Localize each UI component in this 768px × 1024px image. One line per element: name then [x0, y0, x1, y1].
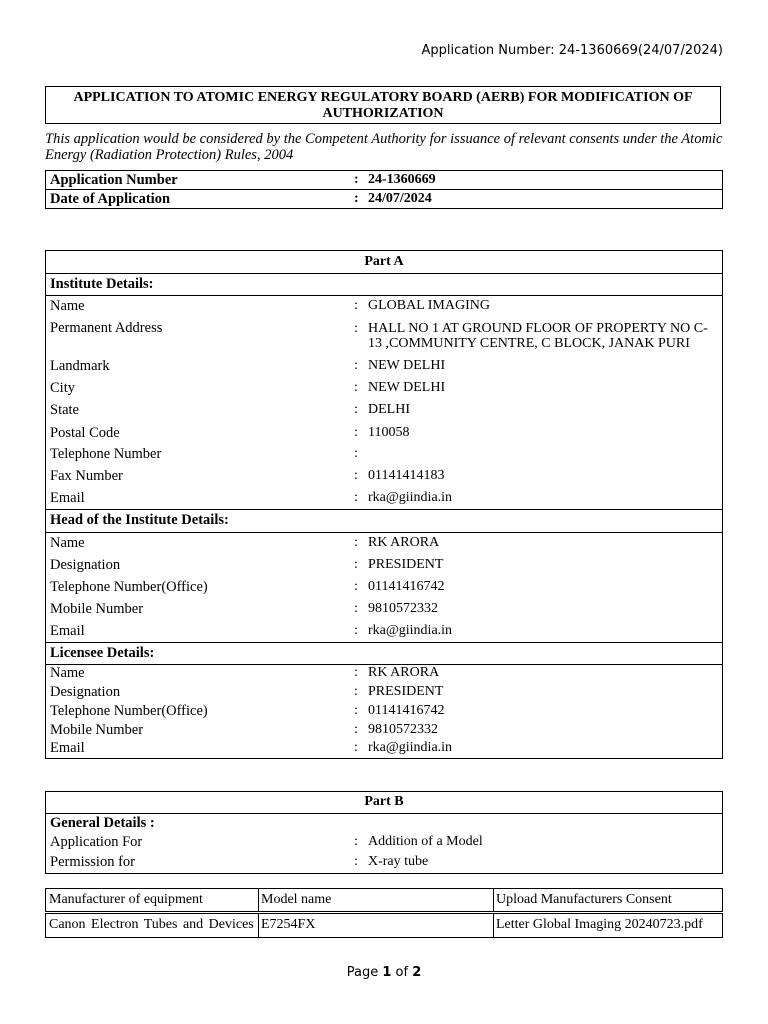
divider [46, 813, 722, 814]
model-name-value: E7254FX [261, 917, 316, 932]
institute-address-line2: 13 ,COMMUNITY CENTRE, C BLOCK, JANAK PURI [368, 336, 690, 351]
institute-fax-label: Fax Number [50, 468, 123, 484]
head-email-value: rka@giindia.in [368, 623, 453, 638]
divider [46, 532, 722, 533]
colon: : [354, 402, 358, 417]
divider [46, 273, 722, 274]
colon: : [354, 703, 358, 718]
licensee-mobile-label: Mobile Number [50, 722, 144, 738]
part-a-heading: Part A [364, 254, 404, 269]
table-row [45, 913, 723, 938]
head-name-label: Name [50, 535, 85, 551]
colon: : [354, 490, 358, 505]
colon: : [354, 468, 358, 483]
table-cell [46, 914, 259, 937]
institute-city-label: City [50, 380, 75, 396]
colon: : [354, 579, 358, 594]
page-indicator [0, 965, 768, 980]
institute-landmark-label: Landmark [50, 358, 110, 374]
manufacturer-value: Canon Electron Tubes and Devices [49, 917, 254, 932]
head-telephone-label: Telephone Number(Office) [50, 579, 208, 595]
column-header-manufacturer: Manufacturer of equipment [49, 892, 203, 907]
institute-address-line1: HALL NO 1 AT GROUND FLOOR OF PROPERTY NO C- [368, 321, 708, 336]
colon: : [354, 684, 358, 699]
head-name-value: RK ARORA [368, 535, 440, 550]
table-cell [258, 914, 494, 937]
institute-postal-value: 110058 [368, 425, 410, 440]
divider [46, 509, 722, 510]
colon: : [354, 446, 358, 461]
application-for-label: Application For [50, 834, 143, 850]
table-cell [493, 914, 722, 937]
part-b-section [45, 791, 723, 874]
institute-name-label: Name [50, 298, 85, 314]
licensee-designation-value: PRESIDENT [368, 684, 444, 699]
permission-for-value: X-ray tube [368, 854, 429, 869]
summary-label: Date of Application [50, 191, 171, 207]
institute-fax-value: 01141414183 [368, 468, 445, 483]
institute-email-value: rka@giindia.in [368, 490, 453, 505]
colon: : [354, 601, 358, 616]
column-header-model-name: Model name [261, 892, 332, 907]
head-details-heading: Head of the Institute Details: [50, 512, 229, 528]
licensee-email-value: rka@giindia.in [368, 740, 453, 755]
licensee-email-label: Email [50, 740, 85, 756]
institute-city-value: NEW DELHI [368, 380, 446, 395]
licensee-name-value: RK ARORA [368, 665, 440, 680]
consent-file-link[interactable]: Letter Global Imaging 20240723.pdf [496, 917, 703, 932]
divider [46, 642, 722, 643]
colon: : [354, 722, 358, 737]
colon: : [354, 854, 358, 869]
colon: : [354, 535, 358, 550]
colon: : [354, 623, 358, 638]
summary-colon: : [354, 172, 359, 187]
head-telephone-value: 01141416742 [368, 579, 445, 594]
equipment-table [45, 888, 723, 938]
licensee-telephone-value: 01141416742 [368, 703, 445, 718]
head-email-label: Email [50, 623, 85, 639]
colon: : [354, 321, 358, 336]
licensee-mobile-value: 9810572332 [368, 722, 438, 737]
part-a-section [45, 250, 723, 759]
header-cell [493, 889, 722, 911]
head-designation-label: Designation [50, 557, 121, 573]
institute-state-label: State [50, 402, 79, 418]
colon: : [354, 380, 358, 395]
head-designation-value: PRESIDENT [368, 557, 444, 572]
licensee-telephone-label: Telephone Number(Office) [50, 703, 208, 719]
colon: : [354, 740, 358, 755]
licensee-details-heading: Licensee Details: [50, 645, 155, 661]
summary-box [45, 170, 723, 209]
institute-state-value: DELHI [368, 402, 410, 417]
page-prefix: Page [346, 965, 383, 980]
part-b-heading: Part B [364, 794, 404, 809]
page-total: 2 [412, 965, 422, 980]
divider [46, 189, 722, 190]
licensee-name-label: Name [50, 665, 85, 681]
summary-row-application-number [50, 172, 178, 188]
header-cell [258, 889, 494, 911]
column-header-manufacturer-consent: Upload Manufacturers Consent [496, 892, 672, 907]
colon: : [354, 665, 358, 680]
application-for-value: Addition of a Model [368, 834, 483, 849]
licensee-designation-label: Designation [50, 684, 121, 700]
general-details-heading: General Details : [50, 815, 155, 831]
document-title: APPLICATION TO ATOMIC ENERGY REGULATORY BOARD (AERB) FOR MODIFICATION OF AUTHORIZATION [45, 86, 721, 124]
permission-for-label: Permission for [50, 854, 135, 870]
institute-postal-label: Postal Code [50, 425, 120, 441]
equipment-table-header-row [45, 888, 723, 912]
divider [46, 295, 722, 296]
summary-row-date [50, 191, 170, 207]
colon: : [354, 358, 358, 373]
colon: : [354, 298, 358, 313]
head-mobile-label: Mobile Number [50, 601, 144, 617]
institute-details-heading: Institute Details: [50, 276, 154, 292]
institute-address-label: Permanent Address [50, 320, 163, 336]
summary-value: 24-1360669 [368, 172, 436, 187]
institute-name-value: GLOBAL IMAGING [368, 298, 490, 313]
header-application-number: Application Number: 24-1360669(24/07/2024) [421, 43, 723, 58]
institute-landmark-value: NEW DELHI [368, 358, 446, 373]
summary-value: 24/07/2024 [368, 191, 432, 206]
colon: : [354, 834, 358, 849]
colon: : [354, 425, 358, 440]
colon: : [354, 557, 358, 572]
institute-email-label: Email [50, 490, 85, 506]
intro-paragraph: This application would be considered by the Competent Authority for issuance of relevant consents under the Atomic Energy (Radiation Protection) Rules, 2004 [45, 131, 723, 163]
page-current: 1 [382, 965, 392, 980]
head-mobile-value: 9810572332 [368, 601, 438, 616]
summary-label: Application Number [50, 172, 178, 188]
header-cell [46, 889, 259, 911]
page-of: of [391, 965, 413, 980]
institute-telephone-label: Telephone Number [50, 446, 162, 462]
summary-colon: : [354, 191, 359, 206]
